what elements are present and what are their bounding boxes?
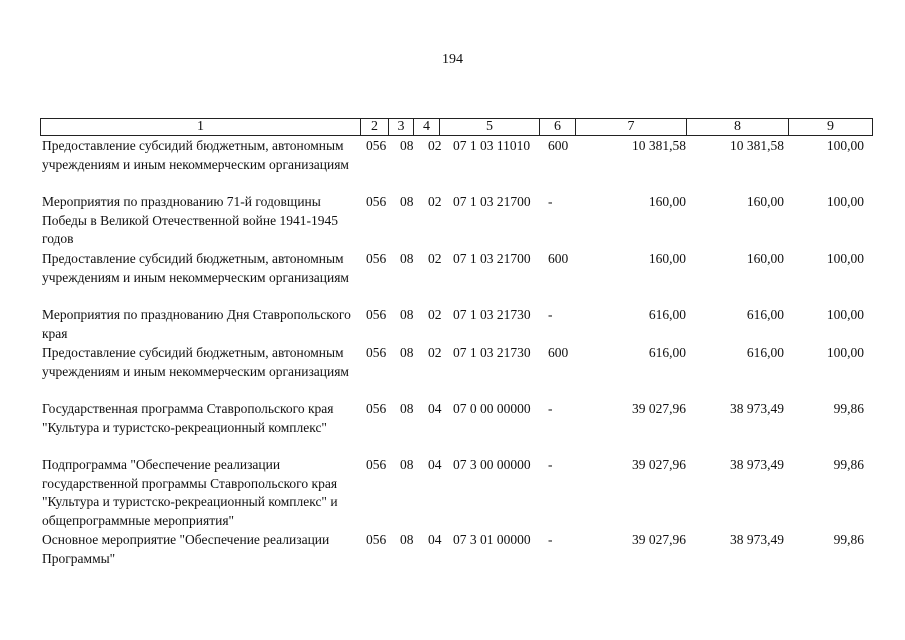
row-col-2: 056 (366, 307, 387, 322)
row-name: Мероприятия по празднованию 71-й годовщины Победы в Великой Отечественной войне 1941-1945 годов (42, 194, 338, 246)
row-col-7: 616,00 (648, 345, 686, 360)
row-col-3: 08 (400, 307, 414, 322)
row-col-4: 02 (428, 307, 442, 322)
row-col-8: 616,00 (746, 345, 784, 360)
row-col-3: 08 (400, 457, 414, 472)
row-col-4: 04 (428, 457, 442, 472)
row-col-5: 07 1 03 21700 (453, 194, 531, 209)
header-col-5: 5 (439, 119, 539, 135)
row-col-5: 07 1 03 21730 (453, 345, 531, 360)
row-col-2: 056 (366, 138, 387, 153)
header-col-8: 8 (686, 119, 788, 135)
row-col-8: 10 381,58 (730, 138, 784, 153)
row-name: Предоставление субсидий бюджетным, автономным учреждениям и иным некоммерческим организациям (42, 138, 349, 172)
row-col-6: - (548, 457, 553, 472)
row-col-4: 02 (428, 194, 442, 209)
row-col-9: 99,86 (833, 401, 864, 416)
row-col-2: 056 (366, 401, 387, 416)
row-col-6: - (548, 307, 553, 322)
row-col-3: 08 (400, 532, 414, 547)
row-col-3: 08 (400, 401, 414, 416)
row-col-8: 38 973,49 (730, 401, 784, 416)
row-col-7: 39 027,96 (632, 532, 686, 547)
row-col-9: 100,00 (826, 251, 864, 266)
row-col-6: 600 (548, 345, 569, 360)
row-col-5: 07 3 01 00000 (453, 532, 531, 547)
row-col-2: 056 (366, 532, 387, 547)
row-name: Мероприятия по празднованию Дня Ставропольского края (42, 307, 351, 341)
row-col-2: 056 (366, 194, 387, 209)
header-col-1: 1 (197, 119, 204, 134)
row-name: Основное мероприятие "Обеспечение реализации Программы" (42, 532, 330, 566)
row-name: Государственная программа Ставропольского края "Культура и туристско-рекреационный комплекс" (42, 401, 334, 435)
row-col-7: 39 027,96 (632, 401, 686, 416)
header-col-6: 6 (539, 119, 575, 135)
row-col-4: 04 (428, 532, 442, 547)
row-col-3: 08 (400, 138, 414, 153)
header-col-3: 3 (388, 119, 413, 135)
row-col-5: 07 0 00 00000 (453, 401, 531, 416)
row-col-9: 99,86 (833, 457, 864, 472)
row-col-4: 02 (428, 251, 442, 266)
row-col-5: 07 3 00 00000 (453, 457, 531, 472)
row-col-7: 616,00 (648, 307, 686, 322)
row-col-7: 10 381,58 (632, 138, 686, 153)
row-col-3: 08 (400, 345, 414, 360)
header-col-4: 4 (413, 119, 439, 135)
row-col-2: 056 (366, 345, 387, 360)
row-col-4: 04 (428, 401, 442, 416)
header-col-7: 7 (575, 119, 686, 135)
row-name: Предоставление субсидий бюджетным, автономным учреждениям и иным некоммерческим организациям (42, 345, 349, 379)
header-col-9: 9 (788, 119, 872, 135)
row-col-3: 08 (400, 251, 414, 266)
row-col-5: 07 1 03 11010 (453, 138, 531, 153)
row-col-8: 616,00 (746, 307, 784, 322)
row-col-6: - (548, 532, 553, 547)
header-col-2: 2 (360, 119, 388, 135)
row-col-9: 100,00 (826, 345, 864, 360)
row-col-5: 07 1 03 21730 (453, 307, 531, 322)
row-col-7: 160,00 (648, 194, 686, 209)
row-name: Предоставление субсидий бюджетным, автономным учреждениям и иным некоммерческим организациям (42, 251, 349, 285)
row-col-5: 07 1 03 21700 (453, 251, 531, 266)
row-col-6: 600 (548, 138, 569, 153)
row-col-8: 160,00 (746, 251, 784, 266)
row-col-9: 99,86 (833, 532, 864, 547)
row-col-7: 39 027,96 (632, 457, 686, 472)
row-col-8: 160,00 (746, 194, 784, 209)
row-name: Подпрограмма "Обеспечение реализации государственной программы Ставропольского края "Культура и туристско-рекреационный комплекс" и общепрограммные мероприятия" (42, 457, 338, 528)
row-col-7: 160,00 (648, 251, 686, 266)
row-col-8: 38 973,49 (730, 532, 784, 547)
row-col-9: 100,00 (826, 194, 864, 209)
row-col-6: 600 (548, 251, 569, 266)
row-col-4: 02 (428, 345, 442, 360)
row-col-8: 38 973,49 (730, 457, 784, 472)
row-col-9: 100,00 (826, 307, 864, 322)
row-col-3: 08 (400, 194, 414, 209)
row-col-2: 056 (366, 251, 387, 266)
row-col-4: 02 (428, 138, 442, 153)
row-col-9: 100,00 (826, 138, 864, 153)
row-col-6: - (548, 401, 553, 416)
row-col-6: - (548, 194, 553, 209)
row-col-2: 056 (366, 457, 387, 472)
page-number: 194 (442, 52, 463, 67)
table-header (40, 118, 873, 136)
